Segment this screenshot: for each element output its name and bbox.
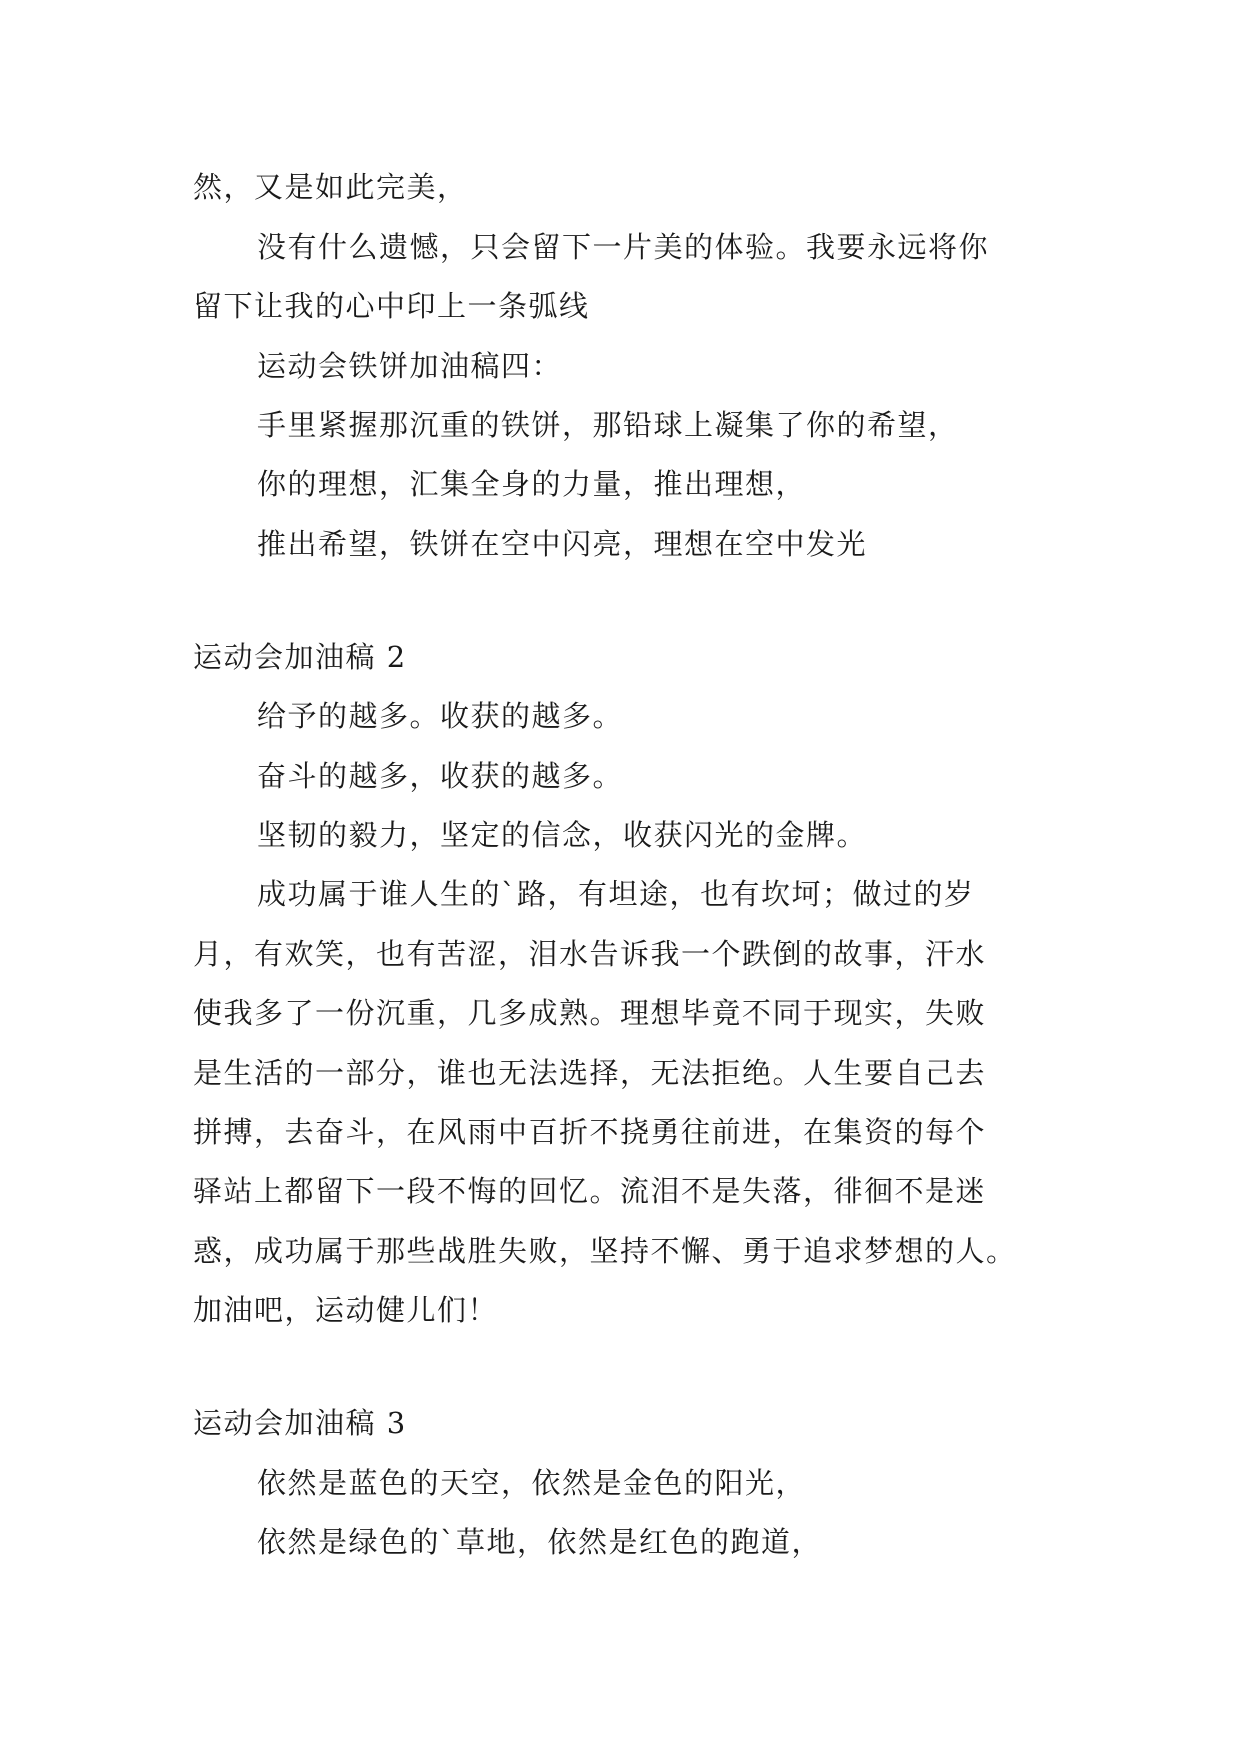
paragraph-line: 手里紧握那沉重的铁饼，那铅球上凝集了你的希望， [257, 408, 959, 442]
paragraph-line: 依然是蓝色的天空，依然是金色的阳光， [257, 1466, 807, 1500]
paragraph-line: 奋斗的越多，收获的越多。 [257, 759, 624, 793]
paragraph-line: 你的理想，汇集全身的力量，推出理想， [257, 467, 807, 501]
paragraph-line: 月，有欢笑，也有苦涩，泪水告诉我一个跌倒的故事，汗水 [193, 937, 987, 971]
section-heading: 运动会加油稿 2 [193, 640, 407, 674]
paragraph-line: 没有什么遗憾，只会留下一片美的体验。我要永远将你 [257, 230, 990, 264]
paragraph-line: 拼搏，去奋斗，在风雨中百折不挠勇往前进，在集资的每个 [193, 1115, 987, 1149]
paragraph-line: 驿站上都留下一段不悔的回忆。流泪不是失落，徘徊不是迷 [193, 1174, 987, 1208]
paragraph-line: 是生活的一部分，谁也无法选择，无法拒绝。人生要自己去 [193, 1056, 987, 1090]
paragraph-line: 留下让我的心中印上一条弧线 [193, 289, 590, 323]
paragraph-line: 使我多了一份沉重，几多成熟。理想毕竟不同于现实，失败 [193, 996, 987, 1030]
paragraph-line: 然，又是如此完美， [193, 170, 468, 204]
paragraph-line: 惑，成功属于那些战胜失败，坚持不懈、勇于追求梦想的人。 [193, 1234, 1017, 1268]
paragraph-line: 加油吧，运动健儿们！ [193, 1293, 499, 1327]
paragraph-line: 给予的越多。收获的越多。 [257, 699, 624, 733]
section-heading: 运动会加油稿 3 [193, 1406, 407, 1440]
paragraph-line: 依然是绿色的`草地，依然是红色的跑道， [257, 1525, 823, 1559]
paragraph-line: 推出希望，铁饼在空中闪亮，理想在空中发光 [257, 527, 868, 561]
paragraph-line: 成功属于谁人生的`路，有坦途，也有坎坷；做过的岁 [257, 877, 975, 911]
paragraph-line: 运动会铁饼加油稿四： [257, 349, 563, 383]
paragraph-line: 坚韧的毅力，坚定的信念，收获闪光的金牌。 [257, 818, 868, 852]
